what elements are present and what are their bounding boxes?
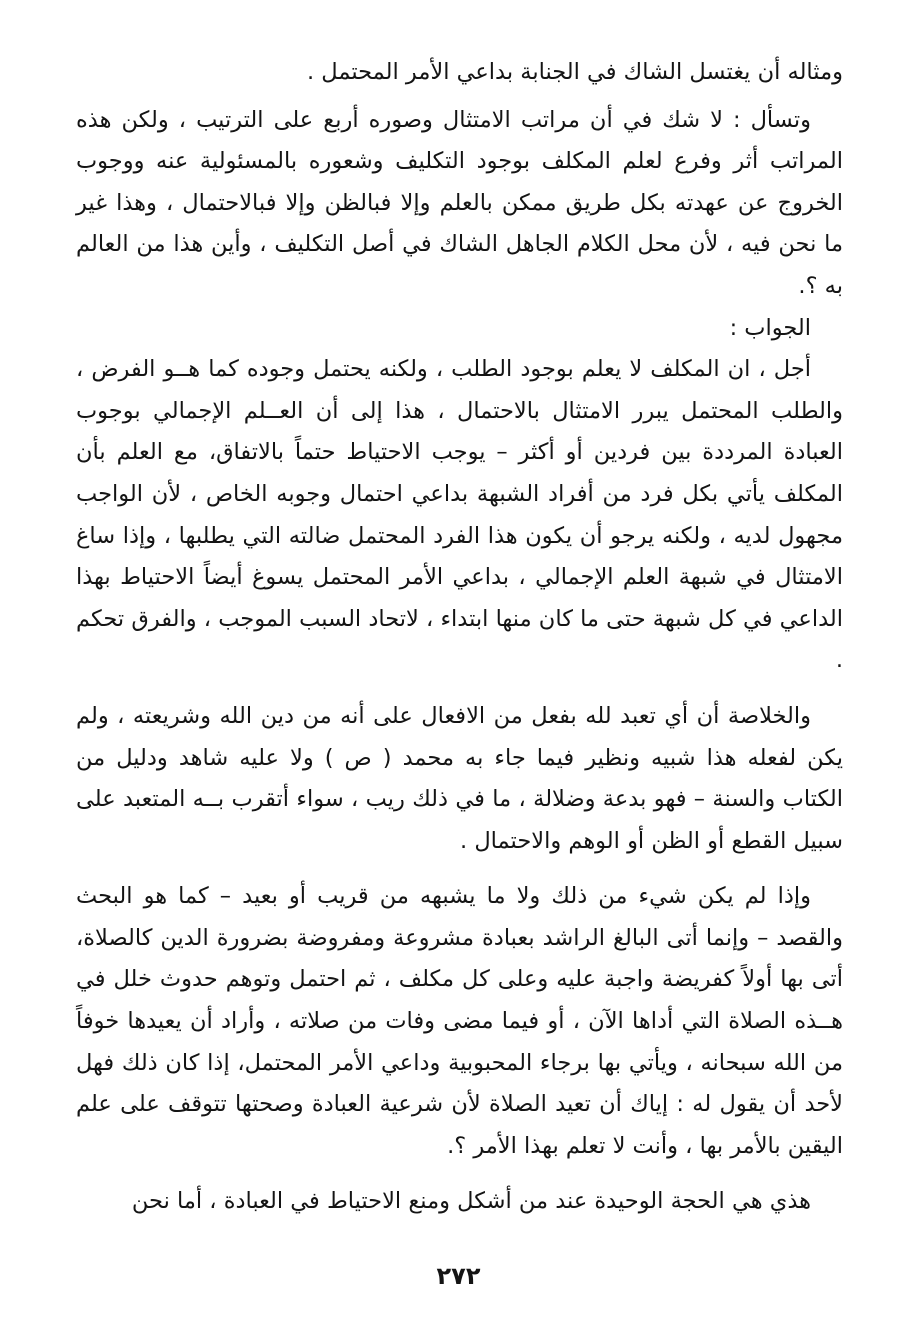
paragraph-answer: أجل ، ان المكلف لا يعلم بوجود الطلب ، ولكنه يحتمل وجوده كما هــو الفرض ، والطلب المحتمل يبرر الامتثال بالاحتمال ، هذا إلى أن العــلم الإجمالي بوجوب العبادة المرددة بين فردين أو أكثر – يوجب الاحتياط حتماً بالاتفاق، مع العلم بأن المكلف يأتي بكل فرد من أفراد الشبهة بداعي احتمال وجوبه الخاص ، لأن الواجب مجهول لديه ، ولكنه يرجو أن يكون هذا الفرد المحتمل ضالته التي يطلبها ، وإذا ساغ الامتثال في شبهة العلم الإجمالي ، بداعي الأمر المحتمل يسوغ أيضاً الاحتياط بهذا الداعي في كل شبهة حتى ما كان منها ابتداء ، لاتحاد السبب الموجب ، والفرق تحكم .	[76, 356, 843, 674]
page-body	[76, 52, 843, 1223]
paragraph-closing: هذي هي الحجة الوحيدة عند من أشكل ومنع الاحتياط في العبادة ، أما نحن	[131, 1188, 811, 1215]
page-number: ٢٧٢	[436, 1262, 481, 1290]
paragraph-question: وتسأل : لا شك في أن مراتب الامتثال وصوره أربع على الترتيب ، ولكن هذه المراتب أثر وفرع لعلم المكلف بوجود التكليف وشعوره بالمسئولية عنه ووجوب الخروج عن عهدته بكل طريق ممكن بالعلم وإلا فبالظن وإلا فبالاحتمال ، وهذا غير ما نحن فيه ، لأن محل الكلام الجاهل الشاك في أصل التكليف ، وأين هذا من العالم به ؟.	[76, 106, 843, 299]
paragraph-prayer-example: وإذا لم يكن شيء من ذلك ولا ما يشبهه من قريب أو بعيد – كما هو البحث والقصد – وإنما أتى البالغ الراشد بعبادة مشروعة ومفروضة بضرورة الدين كالصلاة، أتى بها أولاً كفريضة واجبة عليه وعلى كل مكلف ، ثم احتمل وتوهم حدوث خلل في هــذه الصلاة التي أداها الآن ، أو فيما مضى وفات من صلاته ، وأراد أن يعيدها خوفاً من الله سبحانه ، ويأتي بها برجاء المحبوبية وداعي الأمر المحتمل، إذا كان ذلك فهل لأحد أن يقول له : إياك أن تعيد الصلاة لأن شرعية العبادة وصحتها تتوقف على علم اليقين بالأمر بها ، وأنت لا تعلم بهذا الأمر ؟.	[76, 883, 843, 1159]
paragraph-summary: والخلاصة أن أي تعبد لله بفعل من الافعال على أنه من دين الله وشريعته ، ولم يكن لفعله هذا شبيه ونظير فيما جاء به محمد ( ص ) ولا عليه شاهد ودليل من الكتاب والسنة – فهو بدعة وضلالة ، ما في ذلك ريب ، سواء أتقرب بــه المتعبد على سبيل القطع أو الظن أو الوهم والاحتمال .	[76, 702, 843, 854]
paragraph-example: ومثاله أن يغتسل الشاك في الجنابة بداعي الأمر المحتمل .	[306, 59, 843, 85]
paragraph-answer-heading: الجواب :	[729, 314, 811, 341]
